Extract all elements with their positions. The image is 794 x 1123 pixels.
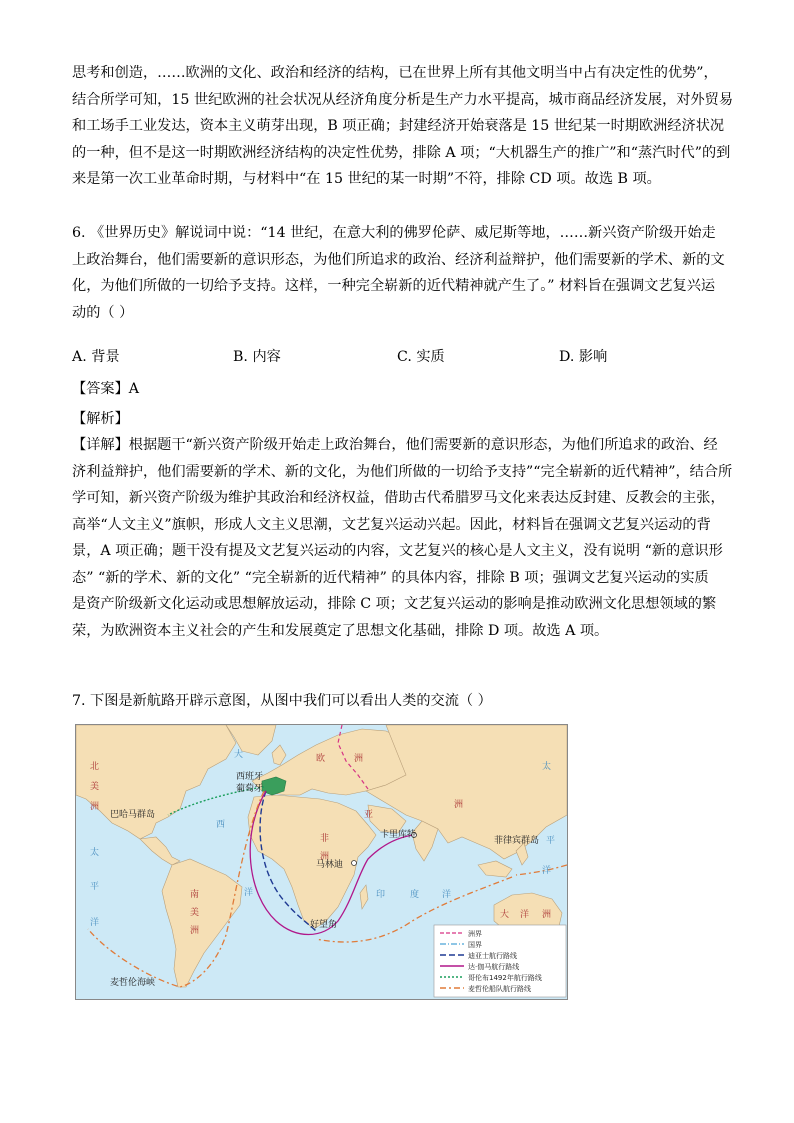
map-svg (76, 725, 567, 999)
text-line: 思考和创造，……欧洲的文化、政治和经济的结构，已在世界上所有其他文明当中占有决定性的优势”， (72, 65, 718, 81)
map-label: 欧 (316, 754, 326, 764)
text-line: 6. 《世界历史》解说词中说：“14 世纪，在意大利的佛罗伦萨、威尼斯等地，……新兴资产阶级开始走 (72, 225, 716, 241)
text-line: 7. 下图是新航路开辟示意图，从图中我们可以看出人类的交流（ ） (72, 693, 492, 709)
map-label: 亚 (364, 810, 374, 820)
legend-label: 国界 (468, 941, 482, 949)
map-label: 洲 (190, 926, 200, 936)
option-c: C. 实质 (397, 349, 445, 365)
map-label: 马林迪 (316, 860, 344, 870)
map-label: 葡萄牙 (236, 784, 264, 794)
map-label: 太 (542, 762, 552, 772)
map-label: 洋 (542, 866, 552, 876)
text-line: 济利益辩护，他们需要新的学术、新的文化，为他们所做的一切给予支持”“完全崭新的近代精神”，结合所 (72, 463, 733, 480)
map-label: 南 (190, 890, 200, 900)
map-label: 好望角 (310, 920, 338, 930)
text-line: 学可知，新兴资产阶级为维护其政治和经济权益，借助古代希腊罗马文化来表达反封建、反教会的主张， (72, 490, 725, 506)
map-label: 北 (90, 762, 100, 772)
text-line: 和工场手工业发达，资本主义萌芽出现，B 项正确；封建经济开始衰落是 15 世纪某一时期欧洲经济状况 (72, 118, 725, 134)
map-label: 大 (234, 750, 244, 760)
text-line: 化，为他们所做的一切给予支持。这样，一种完全崭新的近代精神就产生了。” 材料旨在强调文艺复兴运 (72, 278, 716, 294)
map-label: 洋 (442, 890, 452, 900)
legend-label: 哥伦布1492年航行路线 (468, 974, 542, 982)
text-line: 来是第一次工业革命时期，与材料中“在 15 世纪的某一时期”不符，排除 CD 项。故选 B 项。 (72, 171, 661, 187)
map-label: 洋 (244, 888, 254, 898)
map-label: 卡里库特 (380, 830, 417, 840)
map-label: 西 (216, 820, 226, 830)
map-label: 非 (320, 834, 330, 844)
option-b: B. 内容 (233, 349, 281, 365)
map-label: 洋 (520, 910, 530, 920)
legend-label: 达·伽马航行路线 (468, 963, 520, 971)
text-line: 态” “新的学术、新的文化” “完全崭新的近代精神” 的具体内容，排除 B 项；强调文艺复兴运动的实质 (72, 569, 709, 586)
map-legend (434, 925, 566, 997)
map-label: 印 (376, 890, 386, 900)
map-label: 大 (500, 910, 510, 920)
legend-label: 麦哲伦船队航行路线 (468, 985, 531, 993)
map-label: 西班牙 (236, 772, 264, 782)
legend-label: 洲界 (468, 930, 482, 938)
map-label: 平 (546, 836, 556, 846)
map-label: 美 (90, 782, 100, 792)
text-line: 上政治舞台，他们需要新的意识形态，为他们所追求的政治、经济利益辩护，他们需要新的学术、新的文 (72, 251, 725, 268)
new-routes-map (75, 724, 568, 1000)
map-label: 平 (90, 882, 100, 892)
question-6-stem (72, 220, 724, 326)
text-line: 高举“人文主义”旗帜，形成人文主义思潮，文艺复兴运动兴起。因此，材料旨在强调文艺复兴运动的背 (72, 516, 711, 533)
text-line: 的一种，但不是这一时期欧洲经济结构的决定性优势，排除 A 项；“大机器生产的推广”和“蒸汽时代”的到 (72, 144, 731, 161)
map-label: 洋 (90, 918, 100, 928)
map-label: 洲 (542, 910, 552, 920)
text-line: 动的（ ） (72, 304, 134, 321)
question-6-options (72, 346, 724, 372)
map-label: 美 (190, 908, 200, 918)
text-line: 【详解】根据题干“新兴资产阶级开始走上政治舞台，他们需要新的意识形态，为他们所追求的政治、经 (72, 437, 718, 453)
option-d: D. 影响 (559, 349, 608, 365)
map-label: 洲 (454, 800, 464, 810)
text-line: 荣，为欧洲资本主义社会的产生和发展奠定了思想文化基础，排除 D 项。故选 A 项。 (72, 622, 609, 639)
map-label: 洲 (320, 852, 330, 862)
answer-label: 【答案】A (72, 381, 139, 397)
text-line: 结合所学可知，15 世纪欧洲的社会状况从经济角度分析是生产力水平提高，城市商品经济发展，对外贸易 (72, 91, 734, 108)
map-label: 洲 (90, 802, 100, 812)
analysis-label: 【解析】 (72, 411, 129, 427)
map-label: 菲律宾群岛 (494, 836, 540, 846)
intro-paragraph (72, 60, 734, 193)
map-label: 洲 (354, 754, 364, 764)
malindi-marker (352, 861, 357, 866)
question-7-stem (72, 688, 724, 715)
text-line: 景，A 项正确；题干没有提及文艺复兴运动的内容，文艺复兴的核心是人文主义，没有说明 “新的意识形 (72, 543, 723, 559)
detail-paragraph (72, 432, 733, 644)
map-label: 太 (90, 848, 100, 858)
option-a: A. 背景 (72, 349, 120, 365)
legend-label: 迪亚士航行路线 (468, 952, 517, 960)
map-label: 度 (410, 890, 420, 900)
map-label: 巴哈马群岛 (110, 810, 156, 820)
map-label: 麦哲伦海峡 (110, 978, 156, 988)
text-line: 是资产阶级新文化运动或思想解放运动，排除 C 项；文艺复兴运动的影响是推动欧洲文化思想领域的繁 (72, 596, 717, 612)
